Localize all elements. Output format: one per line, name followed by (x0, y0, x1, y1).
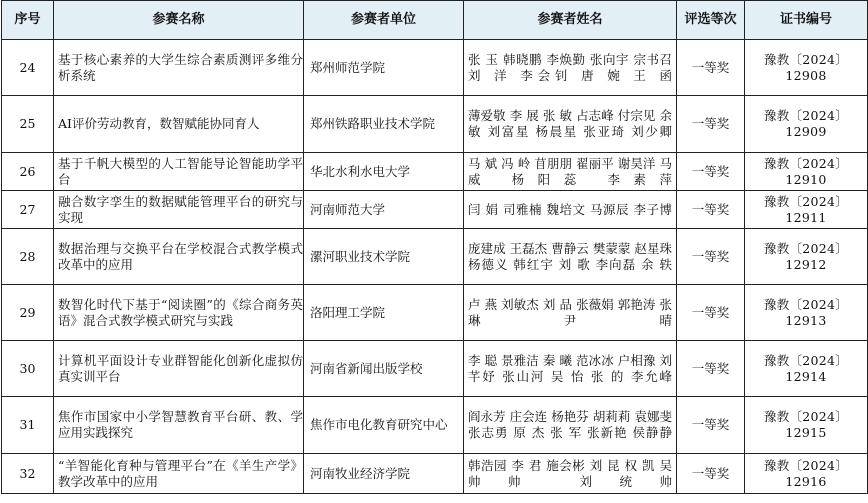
entry-name: 基于核心素养的大学生综合素质测评多维分析系统 (54, 40, 304, 96)
entry-people: 韩浩园 李 君 施会彬 刘 昆 权 凯 吴帅帅 刘统帅 (464, 454, 677, 494)
header-name: 参赛名称 (54, 1, 304, 40)
entry-award: 一等奖 (677, 397, 745, 454)
entry-unit: 郑州师范学院 (304, 40, 464, 96)
entry-award: 一等奖 (677, 40, 745, 96)
header-award: 评选等次 (677, 1, 745, 40)
entry-people: 阎永芳 庄会连 杨艳芬 胡莉莉 袁娜斐 张志勇 原 杰 张 军 张新艳 侯静静 (464, 397, 677, 454)
entry-cert: 豫教〔2024〕12909 (745, 96, 868, 153)
row-number: 29 (2, 285, 54, 341)
entry-name: 基于千帆大模型的人工智能导论智能助学平台 (54, 153, 304, 191)
entry-cert: 豫教〔2024〕12914 (745, 341, 868, 397)
entry-cert: 豫教〔2024〕12912 (745, 229, 868, 285)
table-row (2, 341, 868, 397)
entry-name: 计算机平面设计专业群智能化创新化虚拟仿真实训平台 (54, 341, 304, 397)
entry-name: “羊智能化育种与管理平台”在《羊生产学》教学改革中的应用 (54, 454, 304, 494)
award-table (1, 0, 868, 494)
entry-unit: 焦作市电化教育研究中心 (304, 397, 464, 454)
entry-unit: 漯河职业技术学院 (304, 229, 464, 285)
entry-unit: 洛阳理工学院 (304, 285, 464, 341)
table-row (2, 40, 868, 96)
table-row (2, 285, 868, 341)
row-number: 32 (2, 454, 54, 494)
row-number: 25 (2, 96, 54, 153)
entry-people: 马 斌 冯 岭 苜朋朋 翟丽平 谢昊洋 马 威 杨阳蕊 李素萍 (464, 153, 677, 191)
entry-unit: 华北水利水电大学 (304, 153, 464, 191)
table-row (2, 229, 868, 285)
row-number: 28 (2, 229, 54, 285)
entry-people: 庞建成 王磊杰 曹静云 樊蒙蒙 赵星珠 杨德义 韩红宇 刘 歌 李向磊 余 轶 (464, 229, 677, 285)
entry-unit: 河南师范大学 (304, 191, 464, 229)
table-row (2, 397, 868, 454)
row-number: 30 (2, 341, 54, 397)
entry-name: 数智化时代下基于“阅读圈”的《综合商务英语》混合式教学模式研究与实践 (54, 285, 304, 341)
table-row (2, 191, 868, 229)
table-row (2, 153, 868, 191)
row-number: 27 (2, 191, 54, 229)
entry-award: 一等奖 (677, 454, 745, 494)
row-number: 24 (2, 40, 54, 96)
entry-people: 李 聪 景雅洁 秦 曦 范冰冰 户相豫 刘芊妤 张山河 吴 怡 张 的 李允峰 (464, 341, 677, 397)
entry-award: 一等奖 (677, 285, 745, 341)
entry-award: 一等奖 (677, 341, 745, 397)
entry-name: 融合数字孪生的数据赋能管理平台的研究与实现 (54, 191, 304, 229)
header-row (2, 1, 868, 40)
entry-people: 张 玉 韩晓鹏 李焕勤 张向宇 宗书召 刘 洋 李会钊 唐 婉 王 函 (464, 40, 677, 96)
entry-award: 一等奖 (677, 153, 745, 191)
entry-name: 数据治理与交换平台在学校混合式教学模式改革中的应用 (54, 229, 304, 285)
entry-award: 一等奖 (677, 191, 745, 229)
entry-cert: 豫教〔2024〕12908 (745, 40, 868, 96)
entry-people: 卢 燕 刘敏杰 刘 品 张薇娟 郭艳涛 张 琳 尹 晴 (464, 285, 677, 341)
entry-cert: 豫教〔2024〕12910 (745, 153, 868, 191)
entry-unit: 郑州铁路职业技术学院 (304, 96, 464, 153)
entry-award: 一等奖 (677, 229, 745, 285)
entry-name: 焦作市国家中小学智慧教育平台研、教、学应用实践探究 (54, 397, 304, 454)
row-number: 26 (2, 153, 54, 191)
entry-cert: 豫教〔2024〕12913 (745, 285, 868, 341)
row-number: 31 (2, 397, 54, 454)
entry-cert: 豫教〔2024〕12916 (745, 454, 868, 494)
table-row (2, 454, 868, 494)
header-no: 序号 (2, 1, 54, 40)
header-unit: 参赛者单位 (304, 1, 464, 40)
entry-award: 一等奖 (677, 96, 745, 153)
header-people: 参赛者姓名 (464, 1, 677, 40)
entry-people: 闫 娟 司雅楠 魏培文 马源辰 李子博 (464, 191, 677, 229)
entry-name: AI评价劳动教育，数智赋能协同育人 (54, 96, 304, 153)
table-row (2, 96, 868, 153)
entry-unit: 河南牧业经济学院 (304, 454, 464, 494)
entry-cert: 豫教〔2024〕12911 (745, 191, 868, 229)
entry-people: 薄爱敬 李 展 张 敏 占志峰 付宗见 余 敏 刘富星 杨晨星 张亚琦 刘少卿 (464, 96, 677, 153)
entry-cert: 豫教〔2024〕12915 (745, 397, 868, 454)
header-cert: 证书编号 (745, 1, 868, 40)
entry-unit: 河南省新闻出版学校 (304, 341, 464, 397)
